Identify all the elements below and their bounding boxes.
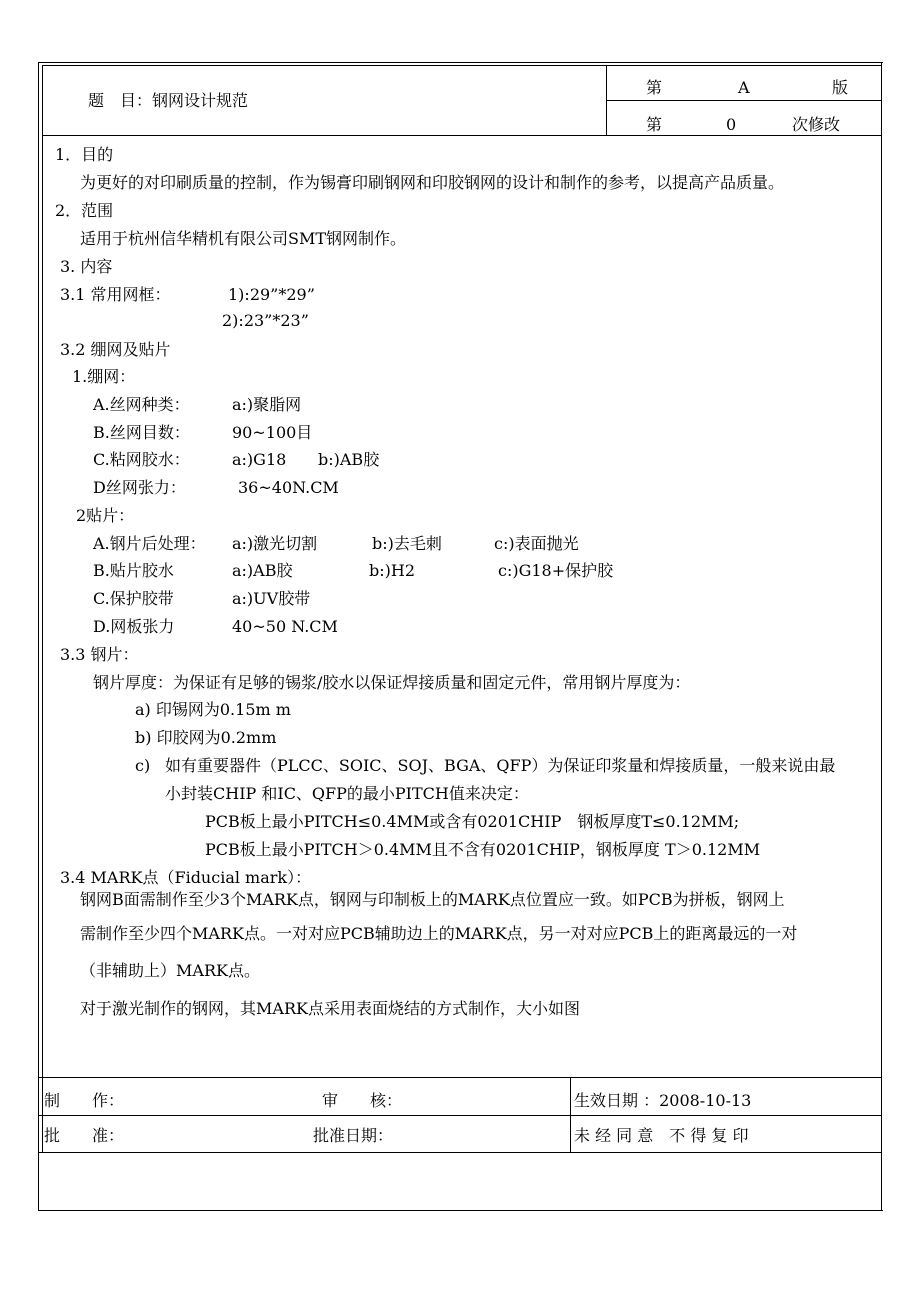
- footer-mid-line: [38, 1115, 882, 1116]
- outer-top-border: [38, 62, 883, 63]
- stretch-value: 90~100目: [232, 423, 313, 442]
- patch-label: B.贴片胶水: [93, 561, 174, 580]
- version-suffix: 版: [832, 78, 849, 97]
- approved-by-label: 批 准：: [44, 1126, 125, 1145]
- stretch-label: D丝网张力：: [93, 478, 186, 497]
- outer-bottom-border: [38, 1210, 883, 1211]
- section-33-rule-1: PCB板上最小PITCH≤0.4MM或含有0201CHIP 钢板厚度T≤0.12MM;: [205, 812, 740, 831]
- patch-value-c: c:)G18+保护胶: [498, 561, 614, 580]
- stretch-title: 1.绷网：: [72, 367, 136, 386]
- header-mid-line: [606, 100, 882, 101]
- patch-value-a: a:)UV胶带: [232, 589, 311, 608]
- patch-label: D.网板张力: [93, 617, 175, 636]
- stretch-value: a:)聚脂网: [232, 395, 302, 414]
- stretch-value-b: b:)AB胶: [318, 450, 380, 469]
- right-border: [881, 62, 882, 1211]
- copy-notice: 未 经 同 意 不 得 复 印: [574, 1126, 749, 1145]
- section-31-option-2: 2):23”*23”: [222, 311, 309, 330]
- version-value: A: [738, 78, 750, 97]
- section-33-title: 3.3 钢片：: [60, 645, 139, 664]
- document-title: 题 目：钢网设计规范: [88, 91, 249, 110]
- approval-date-label: 批准日期：: [313, 1126, 394, 1145]
- footer-top-border: [38, 1077, 882, 1078]
- patch-label: C.保护胶带: [93, 589, 174, 608]
- patch-value-a: 40~50 N.CM: [232, 617, 338, 636]
- patch-label: A.钢片后处理：: [93, 534, 206, 553]
- section-34-paragraph-1: 钢网B面需制作至少3个MARK点，钢网与印制板上的MARK点位置应一致。如PCB为拼板，钢网上: [80, 890, 785, 909]
- patch-value-b: b:)H2: [369, 561, 416, 580]
- footer-bottom-line: [38, 1152, 882, 1153]
- section-34-title: 3.4 MARK点（Fiducial mark）：: [60, 868, 312, 887]
- section-34-paragraph-4: 对于激光制作的钢网，其MARK点采用表面烧结的方式制作，大小如图: [80, 999, 580, 1018]
- header-top-border: [42, 65, 882, 66]
- section-31-label: 3.1 常用网框：: [60, 285, 171, 304]
- effective-date: 生效日期 ：2008-10-13: [574, 1091, 752, 1110]
- revision-prefix: 第: [646, 115, 663, 134]
- section-2-title: 2．范围: [55, 201, 114, 220]
- section-34-paragraph-3: （非辅助上）MARK点。: [80, 961, 260, 980]
- header-divider: [606, 65, 607, 135]
- patch-value-b: b:)去毛刺: [372, 534, 442, 553]
- section-1-text: 为更好的对印刷质量的控制，作为锡膏印刷钢网和印胶钢网的设计和制作的参考，以提高产品质量。: [80, 173, 785, 192]
- patch-title: 2贴片：: [76, 506, 135, 525]
- section-33-item-c-line-2: 小封装CHIP 和IC、QFP的最小PITCH值来决定：: [165, 784, 529, 803]
- stretch-value: 36~40N.CM: [238, 478, 339, 497]
- footer-divider: [570, 1077, 571, 1152]
- inner-left-border: [42, 65, 43, 1152]
- revision-suffix: 次修改: [792, 115, 841, 134]
- section-32-title: 3.2 绷网及贴片: [60, 340, 171, 359]
- section-31-option-1: 1):29”*29”: [228, 285, 315, 304]
- reviewed-by-label: 审 核：: [322, 1091, 403, 1110]
- section-33-item-c-line-1: 如有重要器件（PLCC、SOIC、SOJ、BGA、QFP）为保证印浆量和焊接质量，一般来说由最: [165, 756, 836, 775]
- section-33-rule-2: PCB板上最小PITCH＞0.4MM且不含有0201CHIP，钢板厚度 T＞0.12MM: [205, 840, 761, 859]
- section-3-title: 3. 内容: [60, 257, 113, 276]
- stretch-label: A.丝网种类：: [93, 395, 190, 414]
- revision-value: 0: [726, 115, 737, 134]
- stretch-label: B.丝网目数：: [93, 423, 190, 442]
- section-34-paragraph-2: 需制作至少四个MARK点。一对对应PCB辅助边上的MARK点，另一对对应PCB上的距离最远的一对: [80, 924, 798, 943]
- section-33-item-c-marker: c): [135, 756, 151, 775]
- stretch-value: a:)G18: [232, 450, 287, 469]
- section-1-title: 1．目的: [55, 145, 114, 164]
- made-by-label: 制 作：: [44, 1091, 125, 1110]
- patch-value-a: a:)AB胶: [232, 561, 293, 580]
- header-bottom-border: [42, 135, 882, 136]
- version-prefix: 第: [646, 78, 663, 97]
- patch-value-c: c:)表面抛光: [494, 534, 579, 553]
- section-33-intro: 钢片厚度：为保证有足够的锡浆/胶水以保证焊接质量和固定元件，常用钢片厚度为：: [93, 673, 691, 692]
- section-33-item-b: b) 印胶网为0.2mm: [135, 728, 277, 747]
- outer-left-border: [38, 62, 39, 1211]
- stretch-label: C.粘网胶水：: [93, 450, 190, 469]
- patch-value-a: a:)激光切割: [232, 534, 318, 553]
- section-33-item-a: a) 印锡网为0.15m m: [135, 700, 291, 719]
- section-2-text: 适用于杭州信华精机有限公司SMT钢网制作。: [80, 229, 407, 248]
